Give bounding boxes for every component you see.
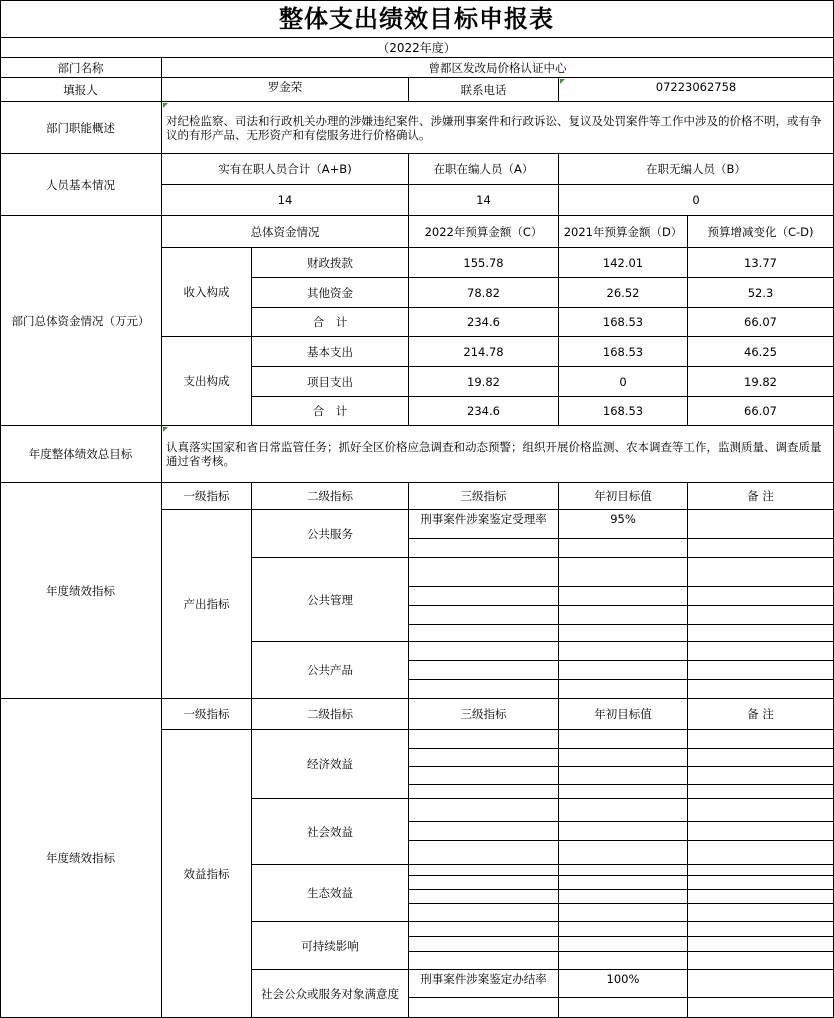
expense-row-c: 19.82	[409, 367, 559, 397]
income-row-diff: 66.07	[688, 308, 834, 337]
indicator-note-cell	[688, 876, 834, 890]
dept-name-label: 部门名称	[0, 58, 162, 78]
expense-row-name: 基本支出	[252, 337, 409, 367]
indicator-note-cell	[688, 890, 834, 904]
indicator-target-cell	[559, 661, 688, 680]
indicator-note-cell	[688, 937, 834, 952]
output-row1-note	[688, 510, 834, 539]
income-row-name: 财政拨款	[252, 248, 409, 278]
indicator-target-cell	[559, 922, 688, 937]
output-row1-target: 95%	[559, 510, 688, 539]
income-row-diff: 13.77	[688, 248, 834, 278]
indicator-note-cell	[688, 998, 834, 1018]
indicator-level3-cell	[409, 799, 559, 822]
indicator-level3-cell	[409, 841, 559, 865]
cell-marker-icon	[163, 103, 168, 108]
cell-marker-icon	[560, 79, 565, 84]
annual-indicators-label: 年度绩效指标	[0, 699, 162, 1018]
indicator-target-cell	[559, 785, 688, 799]
output-public-service: 公共服务	[252, 510, 409, 558]
indicator-header-target: 年初目标值	[559, 699, 688, 730]
indicator-level3-cell	[409, 998, 559, 1018]
overall-goal-label: 年度整体绩效总目标	[0, 426, 162, 483]
indicator-level3-cell	[409, 606, 559, 625]
indicator-header-level2: 二级指标	[252, 699, 409, 730]
reporter-value: 罗金荣	[162, 78, 409, 102]
benefit-satisfaction: 社会公众或服务对象满意度	[252, 970, 409, 1018]
expense-row-diff: 66.07	[688, 397, 834, 426]
indicator-note-cell	[688, 952, 834, 970]
indicator-target-cell	[559, 841, 688, 865]
indicator-target-cell	[559, 642, 688, 661]
indicator-note-cell	[688, 680, 834, 699]
funds-label: 部门总体资金情况（万元）	[0, 216, 162, 426]
indicator-header-level3: 三级指标	[409, 483, 559, 510]
indicator-target-cell	[559, 865, 688, 876]
income-row-name: 合 计	[252, 308, 409, 337]
indicator-target-cell	[559, 625, 688, 642]
indicator-header-level3: 三级指标	[409, 699, 559, 730]
funds-header-d: 2021年预算金额（D）	[559, 216, 688, 248]
output-public-management: 公共管理	[252, 558, 409, 642]
output-row1-level3: 刑事案件涉案鉴定受理率	[409, 510, 559, 539]
income-row-diff: 52.3	[688, 278, 834, 308]
output-public-product: 公共产品	[252, 642, 409, 699]
indicator-target-cell	[559, 998, 688, 1018]
indicator-note-cell	[688, 539, 834, 558]
indicator-target-cell	[559, 799, 688, 822]
form-title: 整体支出绩效目标申报表	[0, 0, 834, 38]
indicator-level3-cell	[409, 625, 559, 642]
indicator-note-cell	[688, 749, 834, 767]
expense-row-d: 0	[559, 367, 688, 397]
phone-label: 联系电话	[409, 78, 559, 102]
staff-header-b: 在职无编人员（B）	[559, 154, 834, 185]
expense-label: 支出构成	[162, 337, 252, 426]
benefit-row-note	[688, 970, 834, 998]
income-row-c: 155.78	[409, 248, 559, 278]
indicator-level3-cell	[409, 680, 559, 699]
indicator-note-cell	[688, 558, 834, 587]
indicator-level3-cell	[409, 904, 559, 922]
indicator-note-cell	[688, 587, 834, 606]
staff-value-a: 14	[409, 185, 559, 216]
indicator-target-cell	[559, 822, 688, 841]
indicator-target-cell	[559, 890, 688, 904]
overall-goal-text: 认真落实国家和省日常监管任务；抓好全区价格应急调查和动态预警；组织开展价格监测、农本调查等工作，监测质量、调查质量通过省考核。	[162, 426, 834, 483]
indicator-target-cell	[559, 904, 688, 922]
expense-row-c: 214.78	[409, 337, 559, 367]
phone-value: 07223062758	[559, 78, 834, 102]
indicator-target-cell	[559, 558, 688, 587]
expense-row-diff: 46.25	[688, 337, 834, 367]
cell-marker-icon	[163, 427, 168, 432]
indicator-level3-cell	[409, 922, 559, 937]
indicator-note-cell	[688, 767, 834, 785]
benefit-ecological: 生态效益	[252, 865, 409, 922]
indicator-level3-cell	[409, 890, 559, 904]
indicator-target-cell	[559, 587, 688, 606]
indicator-header-target: 年初目标值	[559, 483, 688, 510]
benefit-row-target: 100%	[559, 970, 688, 998]
staff-value-total: 14	[162, 185, 409, 216]
indicator-note-cell	[688, 642, 834, 661]
function-text: 对纪检监察、司法和行政机关办理的涉嫌违纪案件、涉嫌刑事案件和行政诉讼、复议及处罚案件等工作中涉及的价格不明，或有争议的有形产品、无形资产和有偿服务进行价格确认。	[162, 102, 834, 154]
income-row-name: 其他资金	[252, 278, 409, 308]
indicator-note-cell	[688, 841, 834, 865]
output-level1: 产出指标	[162, 510, 252, 699]
indicator-note-cell	[688, 922, 834, 937]
indicator-target-cell	[559, 730, 688, 749]
form-year: （2022年度）	[0, 38, 834, 58]
indicator-level3-cell	[409, 937, 559, 952]
indicator-header-level1: 一级指标	[162, 483, 252, 510]
indicator-level3-cell	[409, 558, 559, 587]
indicator-note-cell	[688, 625, 834, 642]
income-row-d: 26.52	[559, 278, 688, 308]
indicator-target-cell	[559, 767, 688, 785]
indicator-target-cell	[559, 937, 688, 952]
income-label: 收入构成	[162, 248, 252, 337]
indicator-level3-cell	[409, 539, 559, 558]
reporter-label: 填报人	[0, 78, 162, 102]
benefit-economic: 经济效益	[252, 730, 409, 799]
expense-row-name: 合 计	[252, 397, 409, 426]
indicator-level3-cell	[409, 822, 559, 841]
indicator-note-cell	[688, 661, 834, 680]
income-row-c: 78.82	[409, 278, 559, 308]
funds-header-label: 总体资金情况	[162, 216, 409, 248]
indicator-note-cell	[688, 730, 834, 749]
staff-value-b: 0	[559, 185, 834, 216]
indicator-target-cell	[559, 749, 688, 767]
indicator-level3-cell	[409, 785, 559, 799]
indicator-header-note: 备 注	[688, 699, 834, 730]
indicator-note-cell	[688, 822, 834, 841]
indicator-target-cell	[559, 952, 688, 970]
income-row-c: 234.6	[409, 308, 559, 337]
indicator-note-cell	[688, 904, 834, 922]
indicator-note-cell	[688, 865, 834, 876]
expense-row-c: 234.6	[409, 397, 559, 426]
indicator-note-cell	[688, 785, 834, 799]
indicator-level3-cell	[409, 730, 559, 749]
indicator-target-cell	[559, 876, 688, 890]
indicator-target-cell	[559, 606, 688, 625]
expense-row-d: 168.53	[559, 397, 688, 426]
indicator-level3-cell	[409, 661, 559, 680]
indicator-level3-cell	[409, 767, 559, 785]
benefit-row-level3: 刑事案件涉案鉴定办结率	[409, 970, 559, 998]
indicator-header-note: 备 注	[688, 483, 834, 510]
indicator-level3-cell	[409, 587, 559, 606]
indicator-level3-cell	[409, 876, 559, 890]
indicator-target-cell	[559, 539, 688, 558]
funds-header-diff: 预算增减变化（C-D)	[688, 216, 834, 248]
staff-header-total: 实有在职人员合计（A+B)	[162, 154, 409, 185]
staff-label: 人员基本情况	[0, 154, 162, 216]
indicator-level3-cell	[409, 642, 559, 661]
indicator-header-level2: 二级指标	[252, 483, 409, 510]
indicator-target-cell	[559, 680, 688, 699]
indicator-header-level1: 一级指标	[162, 699, 252, 730]
income-row-d: 142.01	[559, 248, 688, 278]
income-row-d: 168.53	[559, 308, 688, 337]
indicator-level3-cell	[409, 865, 559, 876]
dept-name-value: 曾都区发改局价格认证中心	[162, 58, 834, 78]
funds-header-c: 2022年预算金额（C）	[409, 216, 559, 248]
indicator-note-cell	[688, 606, 834, 625]
benefit-sustainable: 可持续影响	[252, 922, 409, 970]
indicator-level3-cell	[409, 749, 559, 767]
benefit-level1: 效益指标	[162, 730, 252, 1018]
indicator-note-cell	[688, 799, 834, 822]
expense-row-name: 项目支出	[252, 367, 409, 397]
expense-row-d: 168.53	[559, 337, 688, 367]
function-label: 部门职能概述	[0, 102, 162, 154]
expense-row-diff: 19.82	[688, 367, 834, 397]
benefit-social: 社会效益	[252, 799, 409, 865]
indicator-level3-cell	[409, 952, 559, 970]
staff-header-a: 在职在编人员（A）	[409, 154, 559, 185]
annual-indicators-label: 年度绩效指标	[0, 483, 162, 699]
